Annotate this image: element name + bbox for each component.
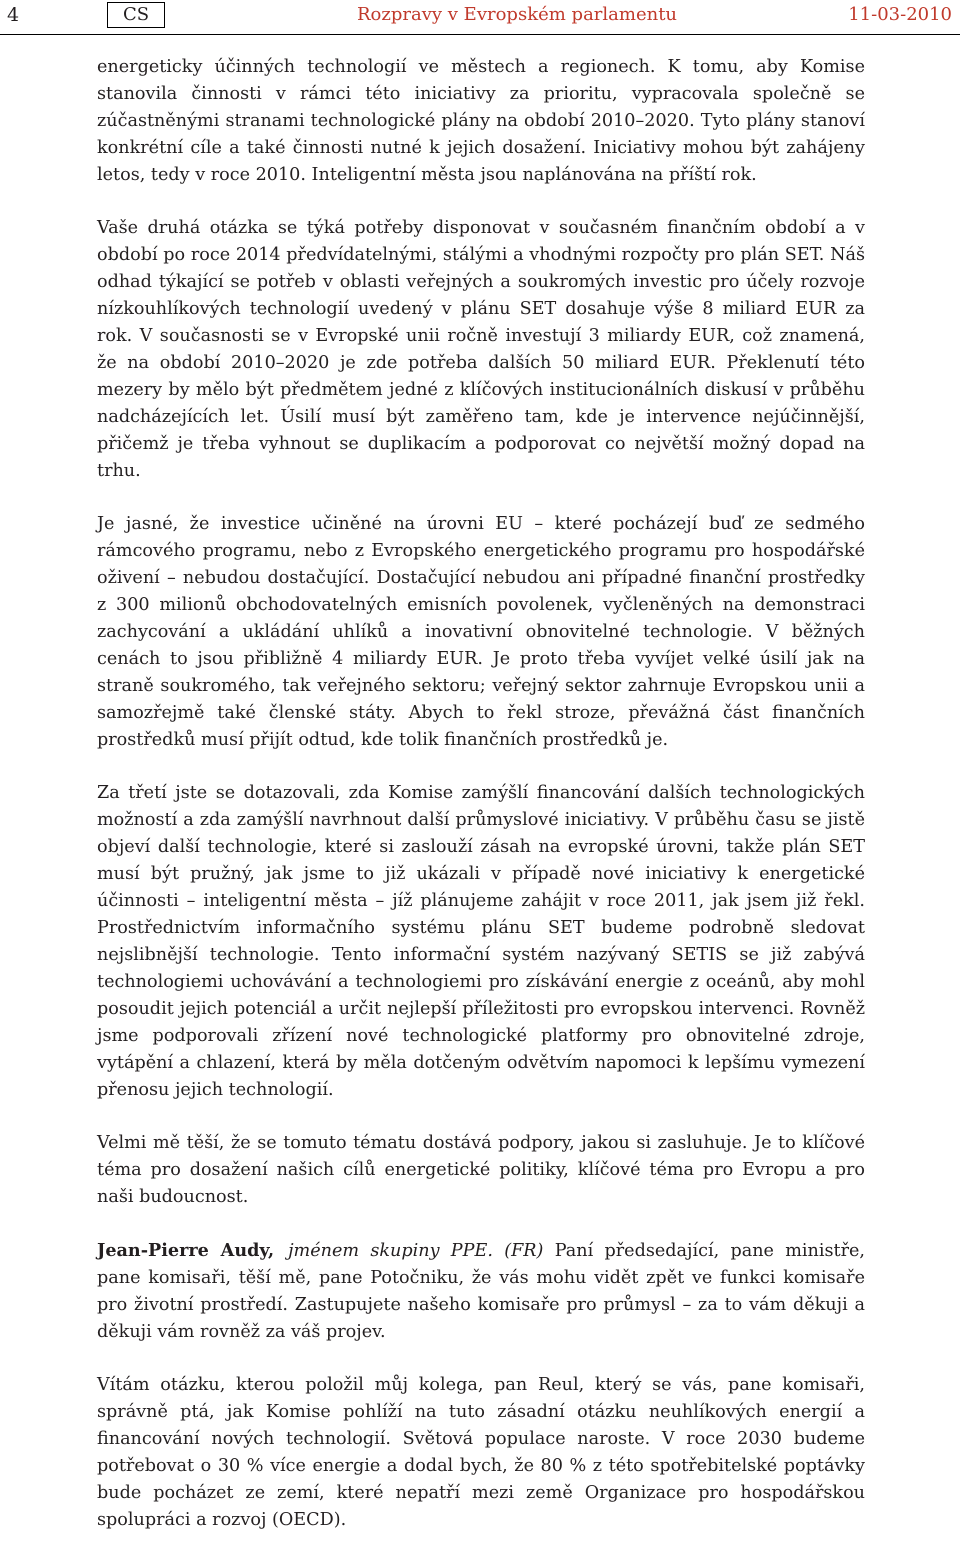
- document-title: Rozpravy v Evropském parlamentu: [357, 4, 678, 25]
- page-number: 4: [7, 4, 20, 26]
- paragraph: Je jasné, že investice učiněné na úrovni EU – které pocházejí buď ze sedmého rámcového programu, nebo z Evropského energetického programu pro hospodářské oživení – nebudou dostačující. Dostačující nebudou ani případné finanční prostředky z 300 milionů obchodovatelných emisních povolenek, vyčleněných na demonstraci zachycování a ukládání uhlíků a inovativní obnovitelné technologie. V běžných cenách to jsou přibližně 4 miliardy EUR. Je proto třeba vyvíjet velké úsilí jak na straně soukromého, tak veřejného sektoru; veřejný sektor zahrnuje Evropskou unii a samozřejmě také členské státy. Abych to řekl stroze, převážná část finančních prostředků musí přijít odtud, kde tolik finančních prostředků je.: [97, 514, 865, 750]
- language-badge: CS: [107, 2, 165, 28]
- speaker-name: Jean-Pierre Audy,: [97, 1240, 275, 1261]
- paragraph: Velmi mě těší, že se tomuto tématu dostává podpory, jakou si zasluhuje. Je to klíčové téma pro dosažení našich cílů energetické politiky, klíčové téma pro Evropu a pro naši budoucnost.: [97, 1133, 865, 1207]
- document-body: [97, 54, 865, 1560]
- page-header: [0, 0, 960, 35]
- speech-paragraph: [97, 1237, 865, 1346]
- paragraph: energeticky účinných technologií ve městech a regionech. K tomu, aby Komise stanovila činnosti v rámci této iniciativy za prioritu, vypracovala společně se zúčastněnými stranami technologické plány na období 2010–2020. Tyto plány stanoví konkrétní cíle a také činnosti nutné k jejich dosažení. Iniciativy mohou být zahájeny letos, tedy v roce 2010. Inteligentní města jsou naplánována na příští rok.: [97, 57, 865, 185]
- speech-text: Paní předsedající, pane ministře, pane komisaři, těší mě, pane Potočniku, že vás mohu vidět zpět ve funkci komisaře pro životní prostředí. Zastupujete našeho komisaře pro průmysl – za to vám děkuji a děkuji vám rovněž za váš projev.: [97, 1241, 866, 1342]
- paragraph: Vítám otázku, kterou položil můj kolega, pan Reul, který se vás, pane komisaři, správně ptá, jak Komise pohlíží na tuto zásadní otázku neuhlíkových energií a financování nových technologií. Světová populace naroste. V roce 2030 budeme potřebovat o 30 % více energie a dodal bych, že 80 % z této spotřebitelské poptávky bude pocházet ze zemí, které nepatří mezi země Organizace pro hospodářskou spolupráci a rozvoj (OECD).: [97, 1375, 865, 1530]
- speech-language-tag: (FR): [504, 1241, 544, 1261]
- paragraph: Vaše druhá otázka se týká potřeby disponovat v současném finančním období a v období po roce 2014 předvídatelnými, stálými a vhodnými rozpočty pro plán SET. Náš odhad týkající se potřeb v oblasti veřejných a soukromých investic pro účely rozvoje nízkouhlíkových technologií uvedený v plánu SET dosahuje výše 8 miliard EUR za rok. V současnosti se v Evropské unii ročně investují 3 miliardy EUR, což znamená, že na období 2010–2020 je zde potřeba dalších 50 miliard EUR. Překlenutí této mezery by mělo být předmětem jedné z klíčových institucionálních diskusí v průběhu nadcházejících let. Úsilí musí být zaměřeno tam, kde je intervence nejúčinnější, přičemž je třeba vyhnout se duplikacím a podporovat co největší možný dopad na trhu.: [97, 218, 865, 481]
- paragraph: Za třetí jste se dotazovali, zda Komise zamýšlí financování dalších technologických možností a zda zamýšlí navrhnout další průmyslové iniciativy. V průběhu času se jistě objeví další technologie, které si zaslouží zásah na evropské úrovni, takže plán SET musí být pružný, jak jsme to již ukázali v případě nové iniciativy k energetické účinnosti – inteligentní města – jíž plánujeme zahájit v roce 2011, jak jsem již řekl. Prostřednictvím informačního systému plánu SET budeme podrobně sledovat nejslibnější technologie. Tento informační systém nazývaný SETIS se již zabývá technologiemi uchovávání a technologiemi pro získávání energie z oceánů, aby mohl posoudit jejich potenciál a určit nejlepší příležitosti pro evropskou intervenci. Rovněž jsme podporovali zřízení nové technologické platformy pro obnovitelné zdroje, vytápění a chlazení, která by měla dotčeným odvětvím napomoci k lepšímu vymezení přenosu jejich technologií.: [97, 783, 865, 1100]
- speaker-role: jménem skupiny PPE.: [288, 1241, 493, 1261]
- document-date: 11-03-2010: [848, 4, 952, 25]
